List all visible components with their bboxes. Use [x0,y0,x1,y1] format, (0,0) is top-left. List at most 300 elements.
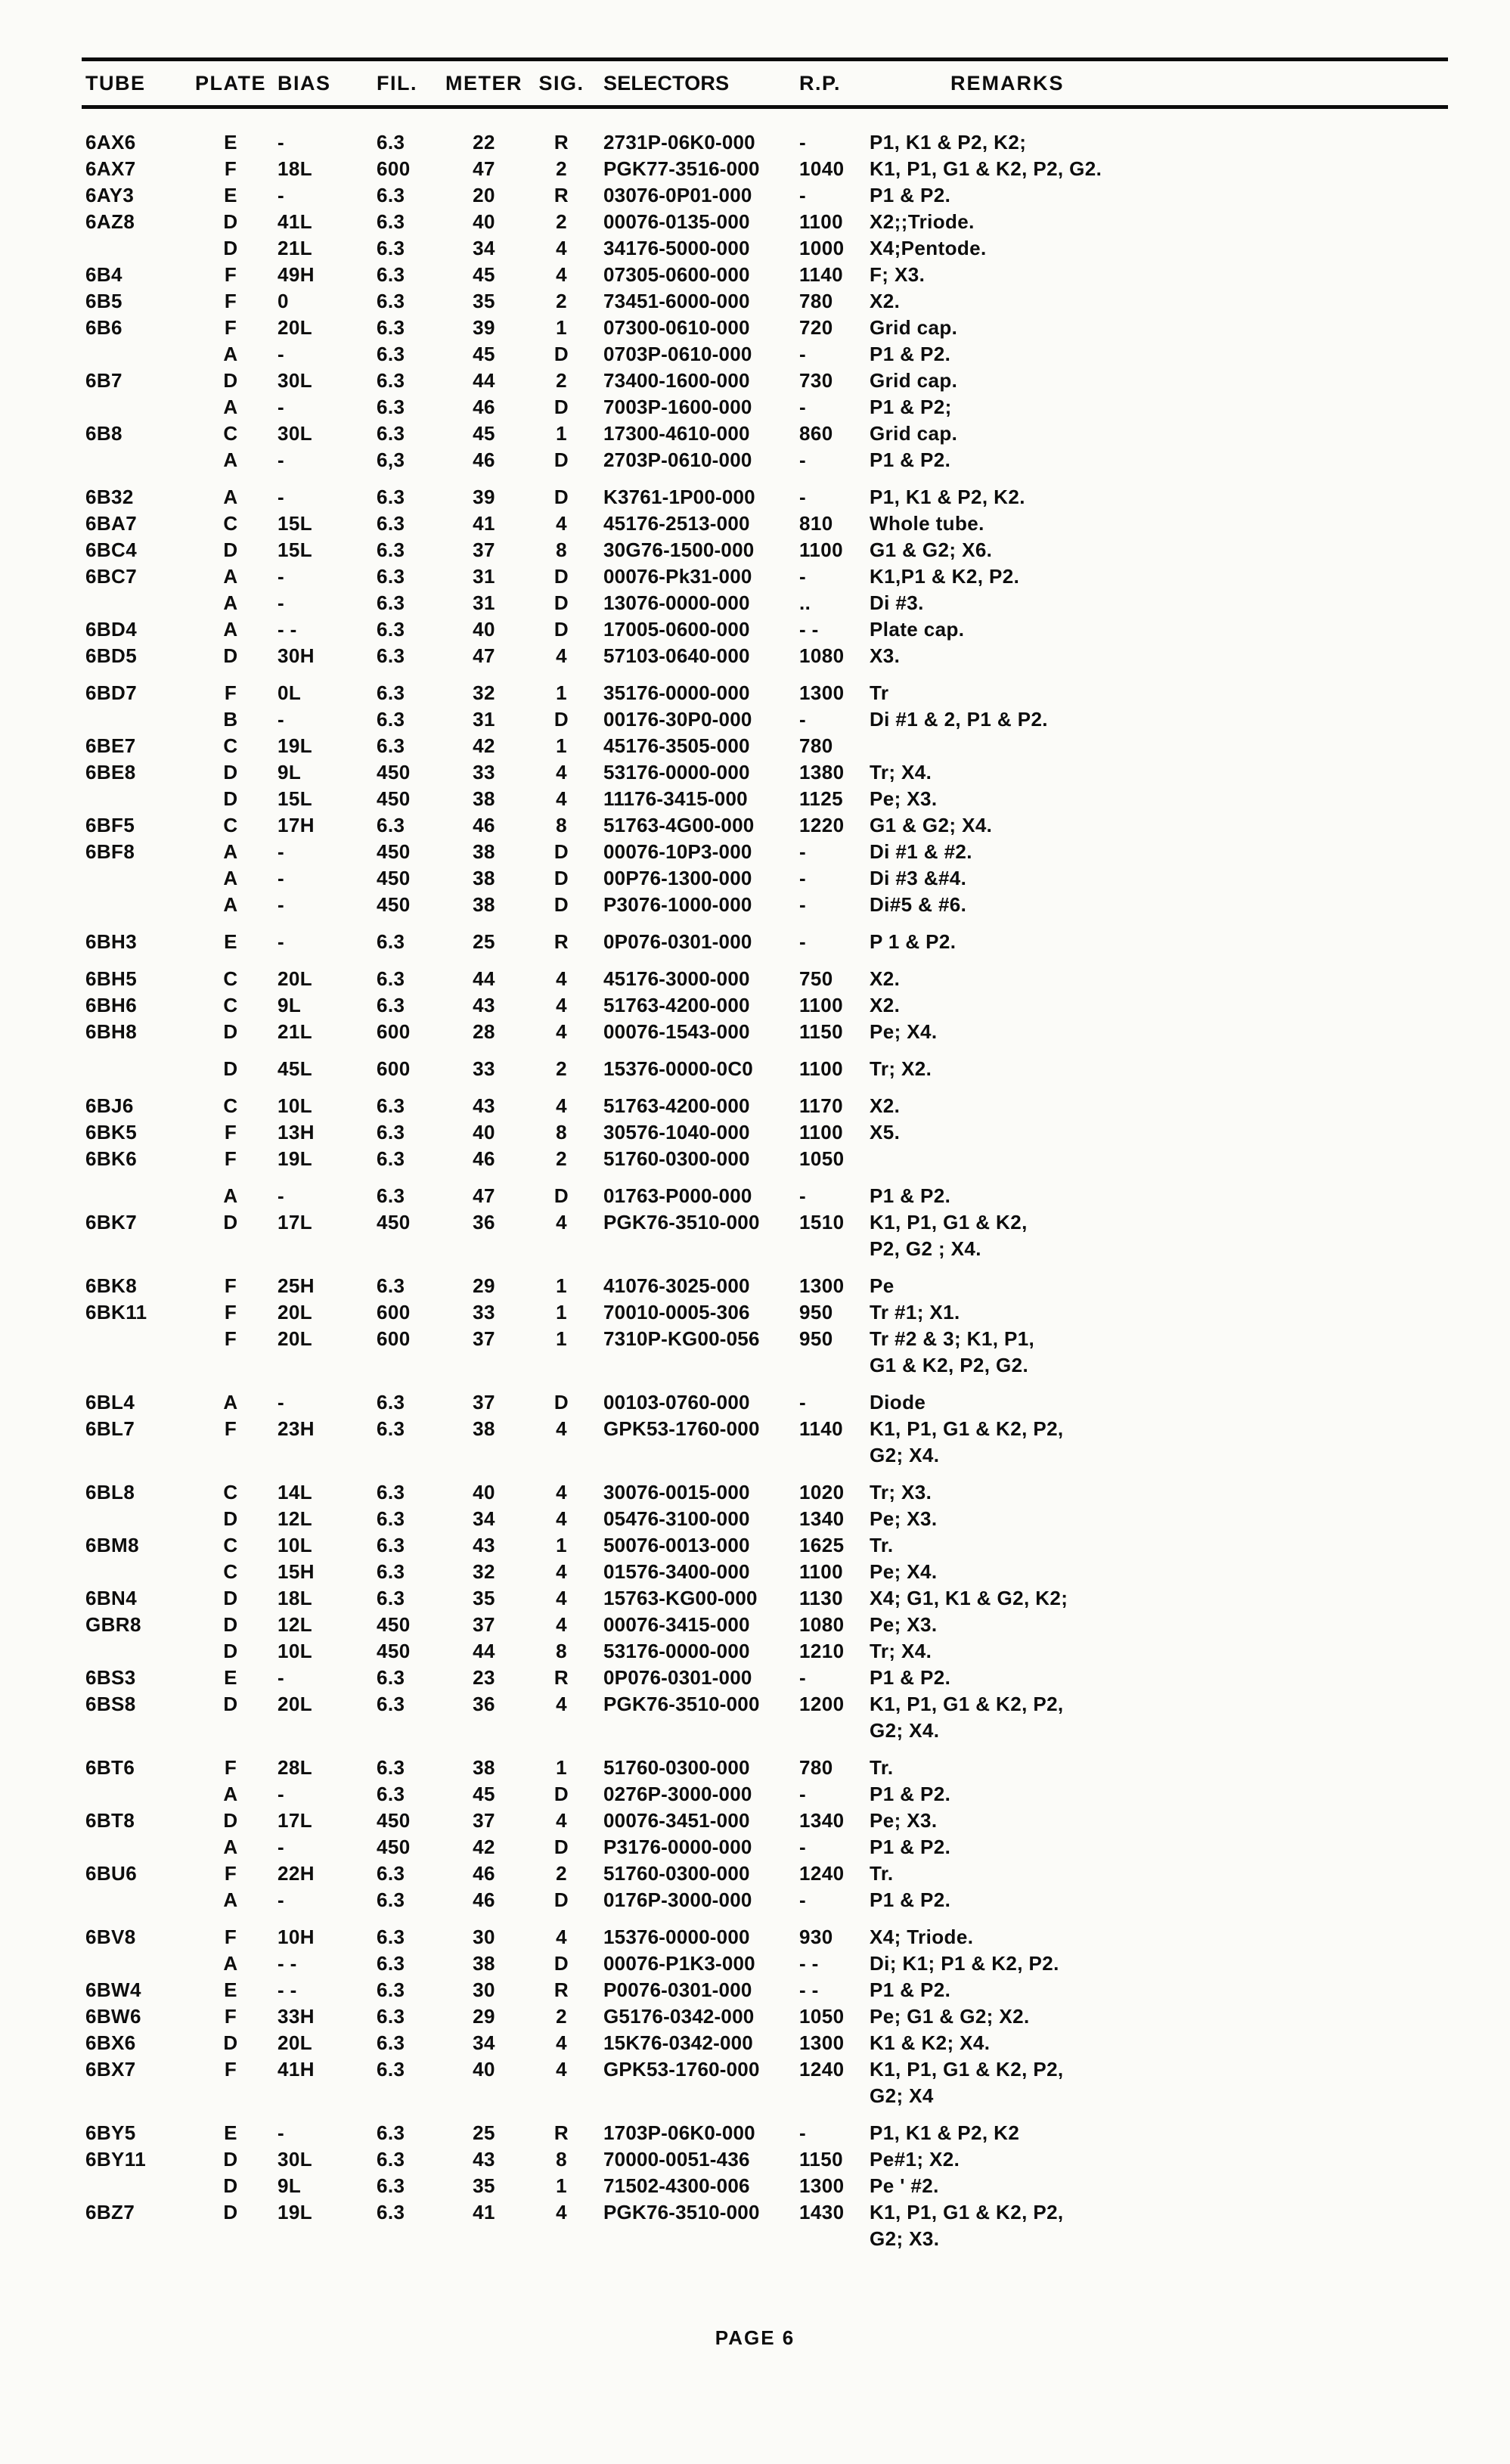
cell-bias: 17L [278,1809,313,1832]
table-row [0,1612,1510,1638]
cell-rp: 1150 [799,1020,844,1043]
table-row [0,1665,1510,1691]
cell-tube: 6BH8 [85,1020,138,1043]
cell-sig: 4 [556,2201,567,2223]
cell-selectors [597,1718,790,1744]
cell-rp: - [799,893,807,916]
cell-tube: 6BK7 [85,1211,138,1234]
cell-remarks: K1, P1, G1 & K2, P2, [870,2058,1064,2081]
cell-remarks [866,733,1468,759]
cell-meter: 46 [473,814,495,836]
table-row [0,1209,1510,1236]
cell-selectors: 73451-6000-000 [603,290,750,312]
cell-selectors: P3076-1000-000 [603,893,752,916]
cell-plate: E [224,930,237,953]
cell-bias: 17H [278,814,315,836]
cell-sig [526,1236,597,1262]
cell-tube: 6B5 [85,290,122,312]
table-row [0,2003,1510,2030]
cell-sig [526,2083,597,2109]
cell-selectors: 45176-3505-000 [603,734,750,757]
cell-meter: 45 [473,343,495,365]
cell-fil: 6.3 [377,422,405,445]
table-row [0,1860,1510,1887]
cell-tube [83,447,193,473]
cell-sig: 2 [556,210,567,233]
cell-bias: 10L [278,1534,313,1556]
cell-plate: C [223,734,238,757]
cell-remarks: X3. [870,644,901,667]
cell-selectors: 2703P-0610-000 [603,448,752,471]
cell-plate: D [223,1507,238,1530]
table-row [0,1146,1510,1172]
cell-fil: 600 [377,1327,411,1350]
cell-tube [83,341,193,368]
cell-plate: D [223,787,238,810]
table-row [0,1326,1510,1352]
cell-fil: 6.3 [377,538,405,561]
cell-sig: R [553,131,569,154]
cell-fil: 6.3 [377,2058,405,2081]
cell-remarks: Diode [870,1391,926,1414]
cell-selectors: 51760-0300-000 [603,1862,750,1885]
cell-selectors: 30076-0015-000 [603,1481,750,1504]
cell-selectors: 00076-Pk31-000 [603,565,752,588]
table-row [0,2146,1510,2173]
cell-rp: 1100 [799,1560,844,1583]
cell-remarks: P 1 & P2. [870,930,957,953]
cell-sig: 4 [556,1211,567,1234]
cell-fil: 450 [377,787,411,810]
cell-sig: 1 [556,1756,567,1779]
cell-rp: - [799,708,807,731]
cell-fil: 450 [377,893,411,916]
cell-fil: 6.3 [377,1978,405,2001]
cell-sig: 4 [556,994,567,1016]
cell-bias: - [278,448,285,471]
cell-remarks: Pe [870,1274,895,1297]
cell-rp: - [799,1391,807,1414]
cell-sig: 2 [556,1862,567,1885]
cell-bias: 20L [278,967,313,990]
cell-remarks: G2; X3. [870,2227,940,2250]
cell-sig: D [553,1836,569,1858]
cell-sig: D [553,618,569,641]
cell-plate: A [223,448,238,471]
table-row [0,1442,1510,1469]
cell-remarks [866,1146,1468,1172]
header-underline-rule [82,105,1448,109]
cell-tube: GBR8 [85,1613,141,1636]
cell-plate: C [223,1094,238,1117]
cell-sig [526,1442,597,1469]
column-header-meter: METER [445,71,522,95]
cell-sig: D [553,565,569,588]
cell-meter: 46 [473,1147,495,1170]
cell-remarks: Whole tube. [870,512,984,535]
table-row [0,484,1510,510]
cell-fil: 6.3 [377,2148,405,2171]
cell-rp: - [799,565,807,588]
cell-tube [83,1887,193,1913]
cell-meter: 35 [473,290,495,312]
cell-rp: 1510 [799,1211,845,1234]
cell-tube [83,1834,193,1860]
cell-remarks: P1 & P2. [870,1836,951,1858]
cell-sig: 2 [556,1057,567,1080]
cell-fil: 6.3 [377,930,405,953]
cell-rp: 1080 [799,1613,845,1636]
cell-sig: 4 [556,1481,567,1504]
cell-remarks: X4; G1, K1 & G2, K2; [870,1587,1068,1609]
cell-meter: 30 [473,1926,495,1948]
cell-plate: F [224,1862,237,1885]
cell-selectors: 00076-10P3-000 [603,840,752,863]
table-row [0,1834,1510,1860]
cell-rp: - [799,1666,807,1689]
cell-tube: 6BN4 [85,1587,138,1609]
table-row [0,129,1510,156]
cell-bias: 19L [278,1147,313,1170]
cell-sig: 2 [556,157,567,180]
cell-tube: 6BS3 [85,1666,136,1689]
cell-bias: - [278,1783,285,1805]
cell-meter: 35 [473,1587,495,1609]
page-number: PAGE 6 [715,2326,795,2349]
cell-sig: D [553,840,569,863]
cell-sig: D [553,893,569,916]
cell-bias: 30L [278,422,313,445]
cell-sig: 8 [556,2148,567,2171]
cell-bias: 30L [278,2148,313,2171]
cell-sig: 1 [556,316,567,339]
cell-plate: D [223,1693,238,1715]
cell-selectors: PGK76-3510-000 [603,1693,760,1715]
cell-tube [83,1638,193,1665]
cell-tube: 6BE8 [85,761,136,784]
cell-tube [83,1950,193,1977]
table-row [0,759,1510,786]
cell-fil: 6.3 [377,1587,405,1609]
cell-sig: 4 [556,967,567,990]
cell-plate [193,2083,268,2109]
cell-rp: 1340 [799,1809,845,1832]
table-row [0,1352,1510,1379]
cell-remarks: P1 & P2. [870,1666,951,1689]
cell-meter: 22 [473,131,495,154]
cell-bias: - [278,840,285,863]
cell-bias: 20L [278,2031,313,2054]
cell-fil: 6.3 [377,1147,405,1170]
cell-plate: A [223,1952,238,1975]
cell-fil: 6.3 [377,1391,405,1414]
cell-bias: 21L [278,1020,313,1043]
table-row [0,1781,1510,1808]
cell-selectors: P3176-0000-000 [603,1836,752,1858]
cell-meter: 44 [473,369,495,392]
cell-meter: 45 [473,1783,495,1805]
cell-plate: F [224,263,237,286]
cell-tube [83,590,193,616]
table-row [0,1887,1510,1913]
cell-rp: 1150 [799,2148,844,2171]
cell-fil: 6.3 [377,290,405,312]
cell-remarks: P1 & P2. [870,184,951,206]
table-row [0,368,1510,394]
cell-bias: 15L [278,538,313,561]
cell-fil: 450 [377,840,411,863]
cell-bias: 15L [278,787,313,810]
cell-plate: D [223,1020,238,1043]
table-row [0,1019,1510,1045]
cell-tube: 6B7 [85,369,122,392]
cell-fil: 6.3 [377,1417,405,1440]
cell-fil: 6.3 [377,1693,405,1715]
cell-meter: 47 [473,1184,495,1207]
cell-fil: 6.3 [377,369,405,392]
cell-rp: 1050 [799,2005,845,2028]
cell-bias [268,1236,371,1262]
cell-selectors: 57103-0640-000 [603,644,750,667]
cell-selectors: 15376-0000-0C0 [603,1057,753,1080]
cell-remarks: Tr #2 & 3; K1, P1, [870,1327,1035,1350]
cell-rp: - [799,131,807,154]
cell-selectors: PGK76-3510-000 [603,1211,760,1234]
cell-meter: 36 [473,1693,495,1715]
table-row [0,1638,1510,1665]
cell-remarks: X2. [870,290,901,312]
cell-rp: 780 [799,290,833,312]
table-row [0,262,1510,288]
cell-sig: 8 [556,1121,567,1144]
cell-fil: 6.3 [377,2005,405,2028]
cell-plate: A [223,396,238,418]
cell-bias: 49H [278,263,315,286]
cell-plate: F [224,1147,237,1170]
cell-plate: A [223,1783,238,1805]
cell-meter: 32 [473,681,495,704]
cell-meter: 20 [473,184,495,206]
cell-sig: 4 [556,2031,567,2054]
cell-meter [442,2083,526,2109]
cell-fil [371,1236,442,1262]
cell-tube: 6BJ6 [85,1094,134,1117]
cell-remarks: X2. [870,994,901,1016]
cell-remarks: Pe; X3. [870,1613,938,1636]
cell-meter: 46 [473,448,495,471]
cell-sig: D [553,486,569,508]
cell-meter: 29 [473,2005,495,2028]
cell-tube [83,1506,193,1532]
cell-selectors: 01576-3400-000 [603,1560,750,1583]
cell-remarks: Grid cap. [870,369,958,392]
cell-selectors: 7310P-KG00-056 [603,1327,760,1350]
cell-rp: - - [799,1952,819,1975]
cell-plate: A [223,618,238,641]
cell-bias: 45L [278,1057,313,1080]
cell-selectors [597,2226,790,2252]
table-row [0,706,1510,733]
cell-plate: D [223,2148,238,2171]
cell-meter: 42 [473,1836,495,1858]
cell-sig: 4 [556,237,567,259]
cell-sig: D [553,591,569,614]
cell-fil: 6.3 [377,565,405,588]
cell-tube: 6BE7 [85,734,136,757]
column-header-sig: SIG. [538,71,584,95]
cell-tube [83,1056,193,1082]
cell-remarks: P1 & P2; [870,396,952,418]
cell-meter: 32 [473,1560,495,1583]
cell-selectors: 00103-0760-000 [603,1391,750,1414]
cell-plate: F [224,1926,237,1948]
cell-meter [442,1442,526,1469]
cell-sig: 4 [556,1809,567,1832]
cell-selectors: 51763-4200-000 [603,1094,750,1117]
cell-tube: 6BK6 [85,1147,138,1170]
cell-plate: C [223,994,238,1016]
cell-rp [790,2226,866,2252]
table-row [0,1056,1510,1082]
cell-plate: D [223,2031,238,2054]
cell-rp: 1100 [799,210,844,233]
cell-remarks: Di; K1; P1 & K2, P2. [870,1952,1059,1975]
cell-rp: 810 [799,512,833,535]
cell-sig: 4 [556,787,567,810]
table-row [0,966,1510,992]
cell-fil: 6.3 [377,1888,405,1911]
cell-rp: 730 [799,369,833,392]
cell-selectors: 45176-2513-000 [603,512,750,535]
cell-tube: 6BW4 [85,1978,141,2001]
cell-sig: 4 [556,1417,567,1440]
cell-plate: E [224,1978,237,2001]
cell-selectors: 30G76-1500-000 [603,538,755,561]
cell-rp: - - [799,1978,819,2001]
cell-remarks: Pe; X3. [870,1507,938,1530]
cell-rp: - [799,486,807,508]
cell-meter: 38 [473,787,495,810]
cell-plate [193,1442,268,1469]
cell-fil: 6.3 [377,1481,405,1504]
table-row [0,1718,1510,1744]
table-row [0,1119,1510,1146]
table-row [0,1479,1510,1506]
table-row [0,315,1510,341]
cell-bias: 20L [278,316,313,339]
cell-tube: 6AZ8 [85,210,135,233]
cell-tube: 6BM8 [85,1534,139,1556]
cell-bias: 20L [278,1693,313,1715]
table-row [0,2030,1510,2056]
cell-sig: D [553,1888,569,1911]
cell-sig: D [553,1783,569,1805]
cell-rp: 780 [799,734,833,757]
cell-tube [83,1559,193,1585]
cell-selectors: 51763-4200-000 [603,994,750,1016]
cell-tube: 6B4 [85,263,122,286]
cell-plate: A [223,893,238,916]
cell-bias: 10L [278,1094,313,1117]
cell-sig [526,1352,597,1379]
cell-rp: 1240 [799,2058,845,2081]
cell-rp: - [799,343,807,365]
cell-remarks: G2; X4. [870,1444,940,1466]
cell-rp: 1430 [799,2201,845,2223]
cell-fil: 6.3 [377,2201,405,2223]
cell-selectors: 71502-4300-006 [603,2174,750,2197]
cell-selectors [597,1442,790,1469]
cell-bias: 9L [278,761,302,784]
cell-plate: F [224,2058,237,2081]
cell-fil: 6.3 [377,1274,405,1297]
cell-meter: 37 [473,1809,495,1832]
cell-sig: 4 [556,512,567,535]
cell-tube: 6BY5 [85,2121,136,2144]
cell-remarks: Plate cap. [870,618,965,641]
cell-bias [268,1718,371,1744]
cell-tube: 6BA7 [85,512,138,535]
cell-selectors: PGK77-3516-000 [603,157,760,180]
table-row [0,643,1510,669]
column-header-selectors: SELECTORS [603,71,730,95]
cell-selectors: 17300-4610-000 [603,422,750,445]
cell-plate: C [223,1481,238,1504]
cell-rp: - [799,2121,807,2144]
cell-meter: 31 [473,565,495,588]
cell-plate: F [224,1301,237,1324]
cell-sig: R [553,930,569,953]
cell-rp: 1040 [799,157,845,180]
table-row [0,1585,1510,1612]
cell-meter: 38 [473,1417,495,1440]
cell-selectors [597,1352,790,1379]
cell-rp: 1000 [799,237,845,259]
cell-fil: 6.3 [377,681,405,704]
table-row [0,2226,1510,2252]
cell-bias: 25H [278,1274,315,1297]
cell-bias [268,1352,371,1379]
cell-selectors: 17005-0600-000 [603,618,750,641]
cell-fil: 6.3 [377,1926,405,1948]
table-row [0,1389,1510,1416]
cell-remarks: X4;Pentode. [870,237,987,259]
cell-sig: 4 [556,1693,567,1715]
cell-selectors: 7003P-1600-000 [603,396,752,418]
cell-sig: D [553,1952,569,1975]
cell-selectors: 15763-KG00-000 [603,1587,758,1609]
cell-fil: 600 [377,1020,411,1043]
column-header-remarks: REMARKS [950,71,1065,95]
cell-bias: 0 [278,290,289,312]
cell-tube: 6BW6 [85,2005,141,2028]
cell-tube [83,892,193,918]
cell-bias: - [278,1666,285,1689]
cell-remarks: Tr [870,681,889,704]
cell-tube: 6BL8 [85,1481,135,1504]
cell-sig: 8 [556,1640,567,1662]
table-row [0,1950,1510,1977]
cell-plate: C [223,1534,238,1556]
cell-plate: F [224,157,237,180]
cell-remarks: G1 & G2; X4. [870,814,993,836]
cell-selectors: 0P076-0301-000 [603,1666,752,1689]
cell-plate: A [223,486,238,508]
cell-bias: 12L [278,1507,313,1530]
table-body [0,129,1510,2252]
cell-remarks: K1, P1, G1 & K2, P2, G2. [870,157,1102,180]
cell-remarks: K1, P1, G1 & K2, P2, [870,2201,1064,2223]
